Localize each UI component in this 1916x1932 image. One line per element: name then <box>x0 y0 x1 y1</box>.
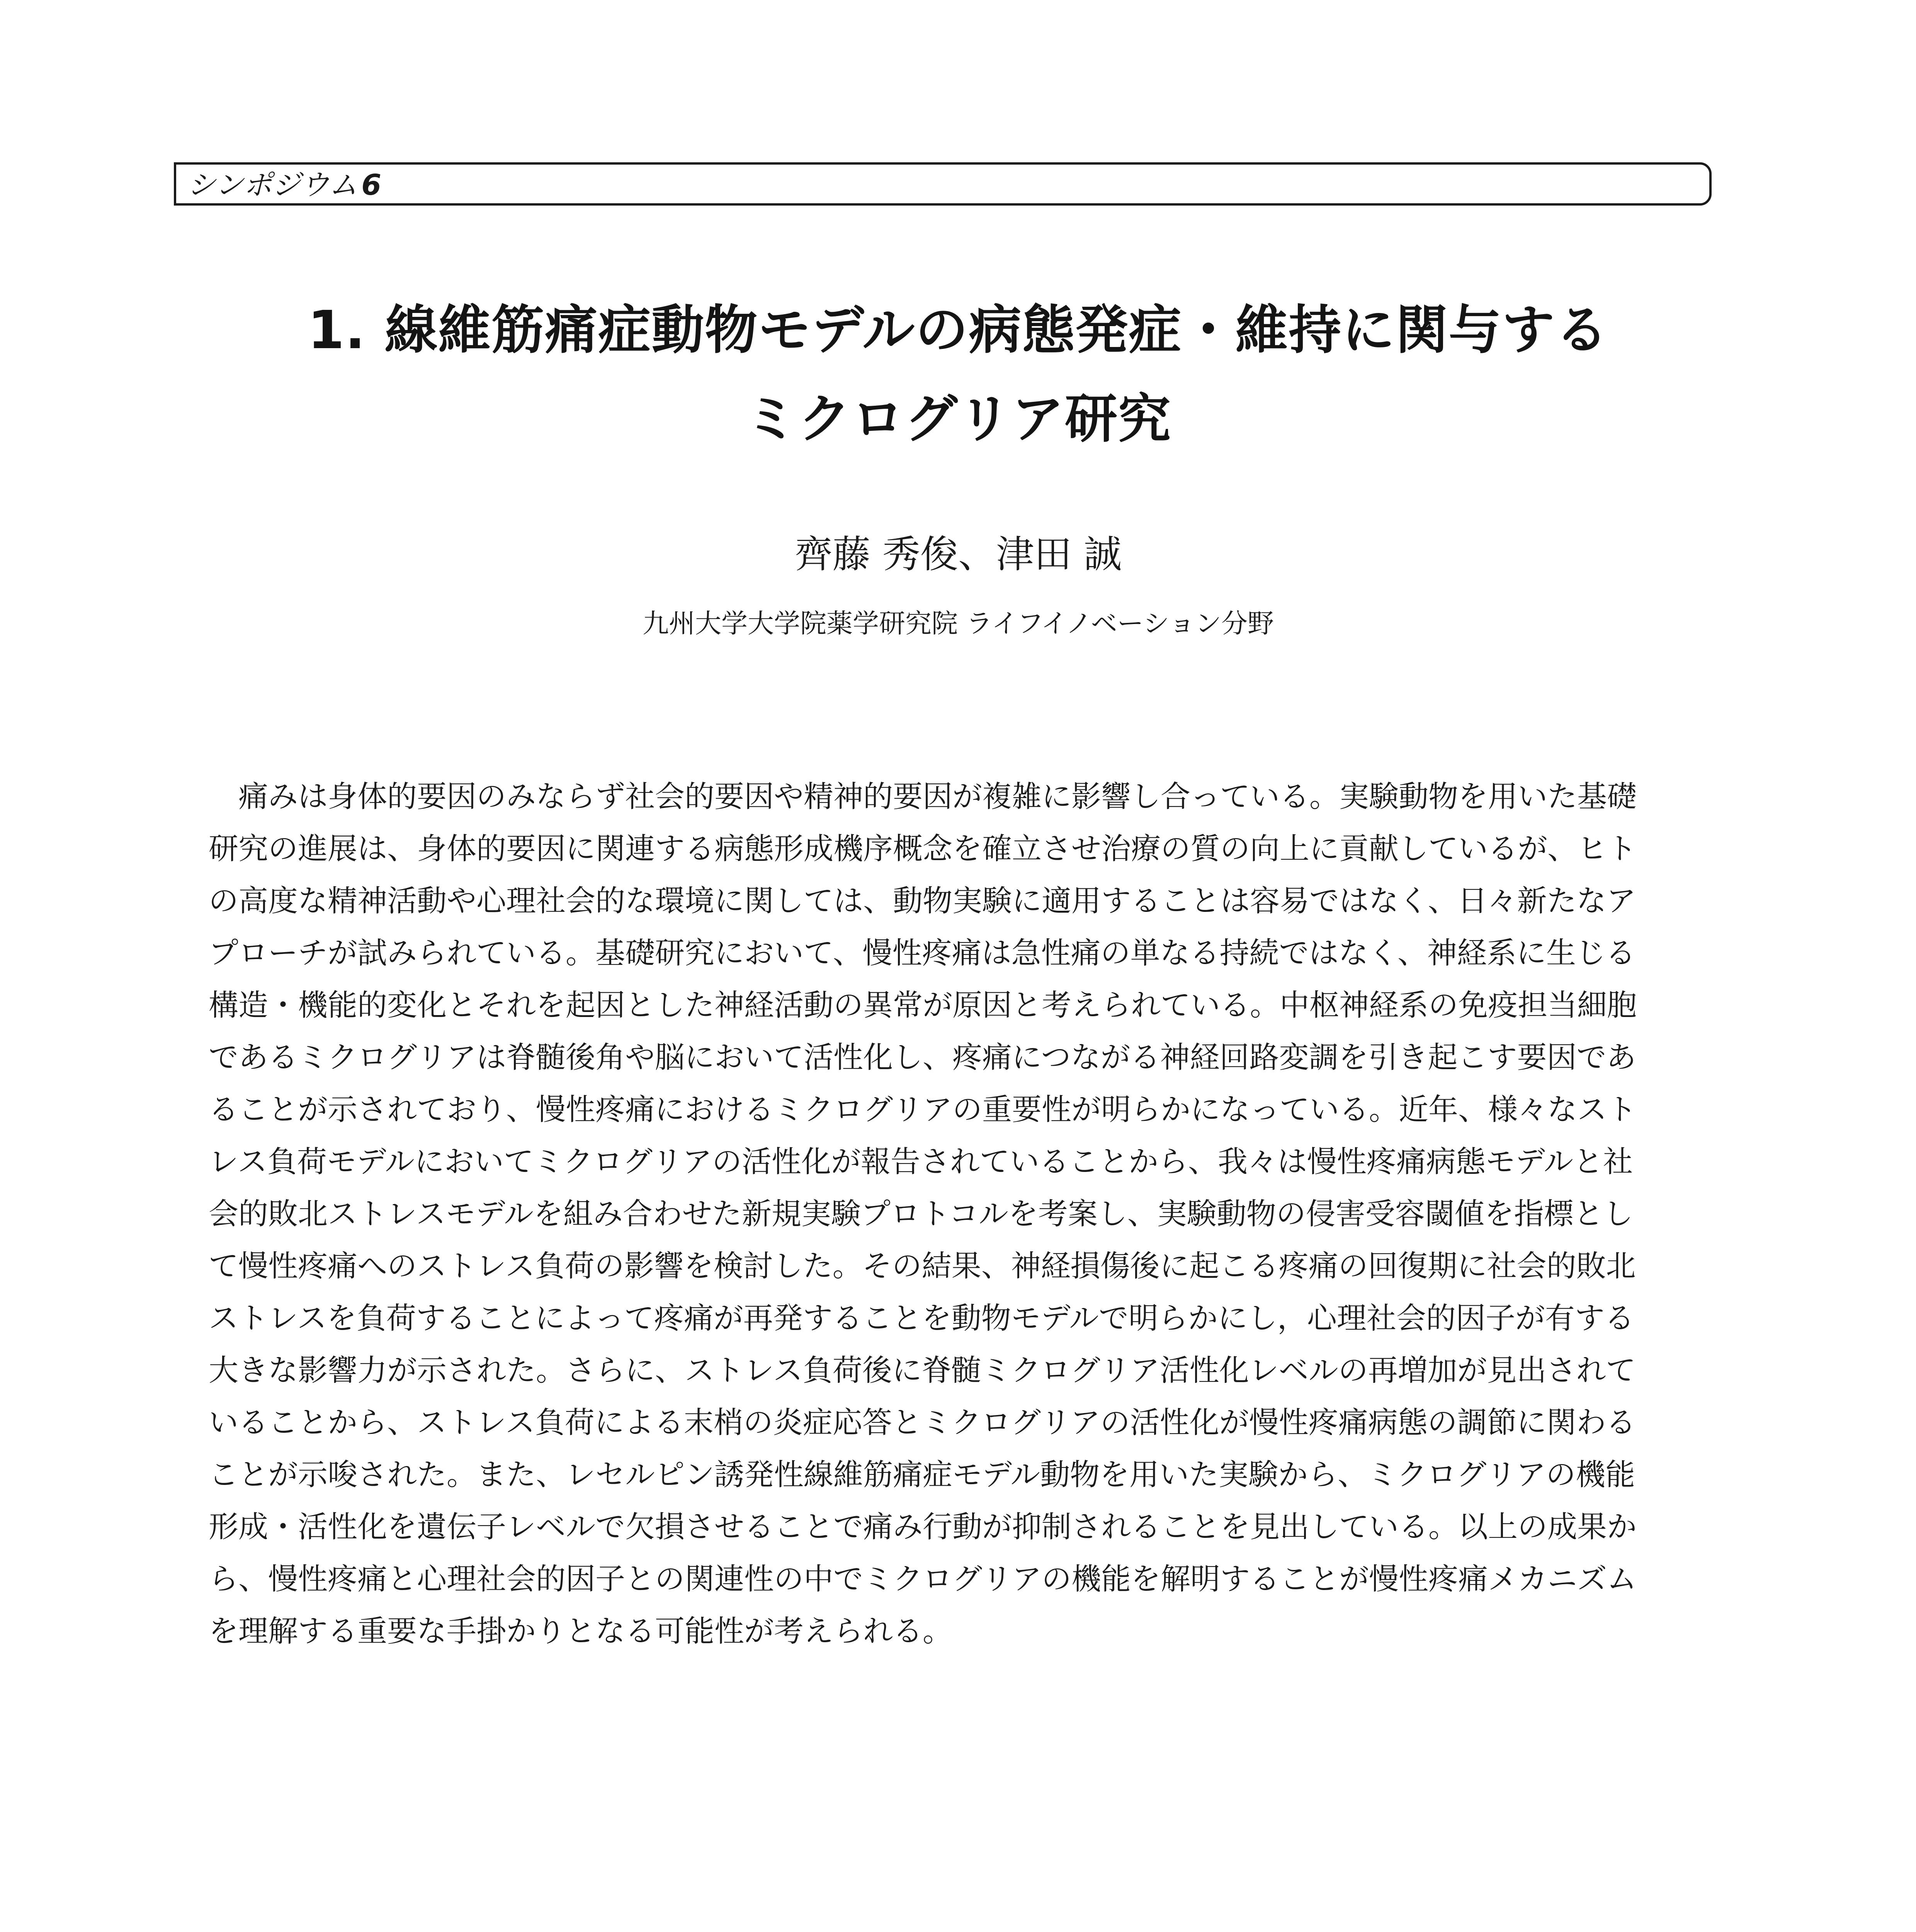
abstract-line: いることから、ストレス負荷による末梢の炎症応答とミクログリアの活性化が慢性疼痛病態の調節に関わる <box>209 1406 1636 1440</box>
affiliation: 九州大学大学院薬学研究院 ライフイノベーション分野 <box>643 609 1274 639</box>
abstract-line: 研究の進展は、身体的要因に関連する病態形成機序概念を確立させ治療の質の向上に貢献しているが、ヒト <box>209 832 1637 866</box>
abstract-line: 会的敗北ストレスモデルを組み合わせた新規実験プロトコルを考案し、実験動物の侵害受容閾値を指標とし <box>209 1197 1633 1231</box>
authors: 齊藤 秀俊、津田 誠 <box>794 532 1122 577</box>
abstract-line: て慢性疼痛へのストレス負荷の影響を検討した。その結果、神経損傷後に起こる疼痛の回復期に社会的敗北 <box>209 1249 1636 1284</box>
abstract-line: ことが示唆された。また、レセルピン誘発性線維筋痛症モデル動物を用いた実験から、ミクログリアの機能 <box>209 1458 1635 1492</box>
abstract-line: の高度な精神活動や心理社会的な環境に関しては、動物実験に適用することは容易ではなく、日々新たなア <box>209 884 1636 918</box>
title-line-2: ミクログリア研究 <box>745 389 1171 450</box>
section-header-label <box>187 168 381 202</box>
abstract-line: 形成・活性化を遺伝子レベルで欠損させることで痛み行動が抑制されることを見出している。以上の成果か <box>209 1510 1637 1544</box>
section-number: 6 <box>361 168 381 202</box>
article-title <box>155 286 1762 464</box>
title-line-1: 1. 線維筋痛症動物モデルの病態発症・維持に関与する <box>308 300 1609 361</box>
abstract-line: 痛みは身体的要因のみならず社会的要因や精神的要因が複雑に影響し合っている。実験動物を用いた基礎 <box>209 780 1637 814</box>
section-header-tab <box>174 162 1712 206</box>
abstract-line: ストレスを負荷することによって疼痛が再発することを動物モデルで明らかにし，心理社会的因子が有する <box>209 1301 1634 1336</box>
abstract-line: ら、慢性疼痛と心理社会的因子との関連性の中でミクログリアの機能を解明することが慢性疼痛メカニズム <box>209 1562 1637 1597</box>
abstract-line: 大きな影響力が示された。さらに、ストレス負荷後に脊髄ミクログリア活性化レベルの再増加が見出されて <box>209 1354 1636 1388</box>
abstract-body <box>209 771 1715 1658</box>
abstract-line: であるミクログリアは脊髄後角や脳において活性化し、疼痛につながる神経回路変調を引き起こす要因であ <box>209 1041 1636 1075</box>
abstract-line: ることが示されており、慢性疼痛におけるミクログリアの重要性が明らかになっている。近年、様々なスト <box>209 1093 1637 1127</box>
abstract-line: を理解する重要な手掛かりとなる可能性が考えられる。 <box>209 1614 952 1649</box>
abstract-line: 構造・機能的変化とそれを起因とした神経活動の異常が原因と考えられている。中枢神経系の免疫担当細胞 <box>209 988 1637 1023</box>
abstract-line: レス負荷モデルにおいてミクログリアの活性化が報告されていることから、我々は慢性疼痛病態モデルと社 <box>209 1145 1633 1179</box>
section-label-text: シンポジウム <box>187 168 358 202</box>
abstract-line: プローチが試みられている。基礎研究において、慢性疼痛は急性痛の単なる持続ではなく、神経系に生じる <box>209 936 1635 971</box>
